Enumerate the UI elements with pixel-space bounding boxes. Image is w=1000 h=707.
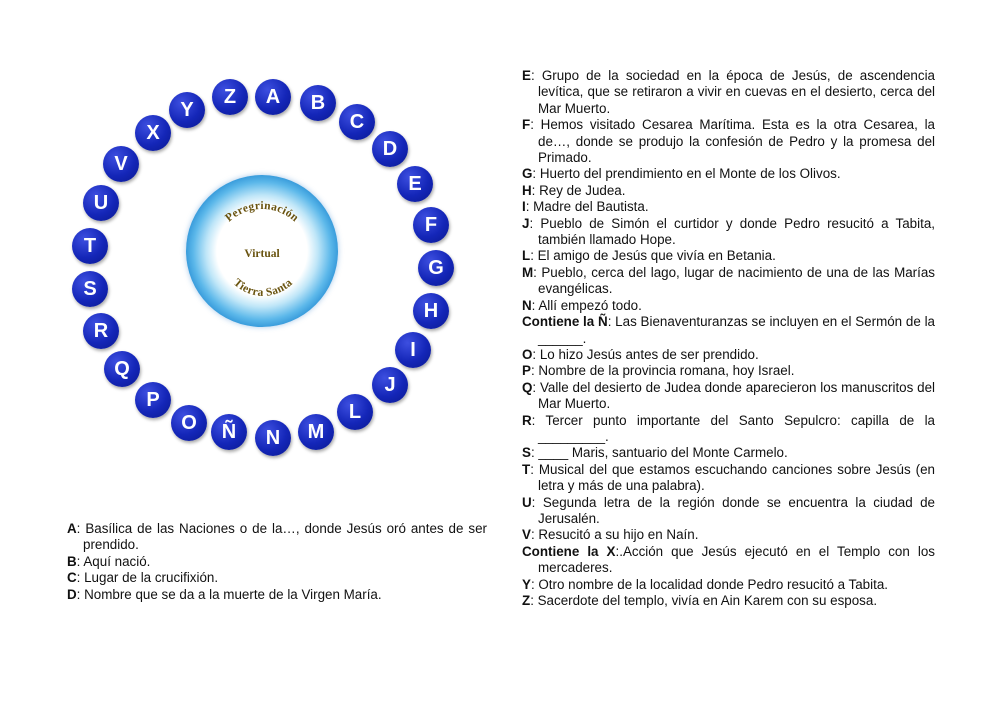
letter-label: Ñ [221, 421, 237, 443]
clue-text: : Pueblo de Simón el curtidor y donde Pedro resucitó a Tabita, también llamado Hope. [529, 215, 935, 248]
clue-text: : Hemos visitado Cesarea Marítima. Esta es la otra Cesarea, la de…, donde se produjo la confesión de Pedro y la promesa del Primado. [530, 117, 935, 166]
clue-item [522, 166, 935, 182]
clue-item [522, 445, 935, 461]
clue-item [522, 413, 935, 446]
logo-emblem [186, 175, 338, 327]
clue-key: P [522, 363, 531, 379]
clue-key: S [522, 445, 531, 461]
letter-bubble-g [418, 250, 454, 286]
letter-label: P [146, 389, 160, 411]
letter-label: J [384, 374, 396, 396]
clue-key: I [522, 199, 526, 215]
clues-left-column [67, 521, 487, 603]
clue-item [522, 577, 935, 593]
letter-label: S [83, 278, 97, 300]
letter-bubble-x [135, 115, 171, 151]
clue-text: : Aquí nació. [76, 553, 151, 569]
clue-key: G [522, 166, 533, 182]
letter-label: V [114, 153, 128, 175]
clue-text: : Madre del Bautista. [525, 199, 649, 215]
clue-key: O [522, 346, 533, 362]
clue-item [522, 265, 935, 298]
clue-item [67, 554, 487, 570]
clue-key: A [67, 521, 77, 536]
letter-bubble-a [255, 79, 291, 115]
clue-text: : Nombre que se da a la muerte de la Virgen María. [76, 586, 382, 602]
letter-label: O [181, 412, 197, 434]
clue-item [522, 68, 935, 117]
letter-bubble-u [83, 185, 119, 221]
letter-label: B [310, 92, 326, 114]
letter-label: N [265, 427, 281, 449]
letter-bubble-c [339, 104, 375, 140]
letter-bubble-z [212, 79, 248, 115]
letter-bubble-y [169, 92, 205, 128]
letter-bubble-q [104, 351, 140, 387]
clue-text: : Tercer punto importante del Santo Sepulcro: capilla de la _________. [531, 412, 935, 444]
svg-text:Tierra Santa [231, 277, 295, 299]
letter-label: C [349, 111, 365, 133]
clue-item [67, 521, 487, 554]
clue-key: Contiene la Ñ [522, 314, 608, 330]
letter-bubble-b [300, 85, 336, 121]
clue-text: : Lugar de la crucifixión. [76, 570, 219, 586]
clue-key: L [522, 248, 531, 264]
clue-key: B [67, 553, 77, 569]
letter-label: H [423, 300, 439, 322]
clue-item [522, 462, 935, 495]
letter-label: R [93, 320, 109, 342]
letter-label: M [307, 421, 325, 443]
clue-key: R [522, 412, 532, 428]
clue-key: J [522, 215, 530, 231]
letter-label: L [348, 401, 362, 423]
letter-label: F [424, 214, 438, 236]
clue-key: C [67, 570, 77, 586]
letter-bubble-r [83, 313, 119, 349]
clue-key: Contiene la X [522, 543, 616, 559]
pilgrimage-logo [186, 175, 338, 327]
clue-key: H [522, 182, 532, 198]
svg-text:Peregrinación [223, 200, 301, 225]
letter-bubble-o [171, 405, 207, 441]
letter-bubble-d [372, 131, 408, 167]
clues-right-column [522, 68, 935, 609]
clue-item [522, 298, 935, 314]
clue-item [522, 216, 935, 249]
letter-bubble-t [72, 228, 108, 264]
letter-label: D [382, 138, 398, 160]
clue-item [67, 570, 487, 586]
clue-key: E [522, 68, 531, 83]
letter-label: I [410, 339, 416, 361]
clue-text: : Huerto del prendimiento en el Monte de los Olivos. [532, 166, 841, 182]
clue-text: : Basílica de las Naciones o de la…, donde Jesús oró antes de ser prendido. [76, 521, 487, 553]
clue-key: V [522, 527, 531, 543]
clue-text: : Sacerdote del templo, vivía en Ain Karem con su esposa. [530, 593, 878, 608]
clue-key: D [67, 586, 77, 602]
logo-line-2: Virtual [244, 248, 280, 260]
letter-bubble-h [413, 293, 449, 329]
clue-item [522, 183, 935, 199]
clue-text: : El amigo de Jesús que vivía en Betania. [530, 248, 776, 264]
clue-item [522, 117, 935, 166]
letter-bubble-l [337, 394, 373, 430]
clue-item [522, 380, 935, 413]
clue-text: : Allí empezó todo. [531, 297, 642, 313]
clue-text: : Grupo de la sociedad en la época de Jesús, de ascendencia levítica, que se retiraron a vivir en cuevas en el desierto, cerca del Mar Muerto. [530, 68, 935, 116]
clue-key: M [522, 264, 534, 280]
letter-bubble-j [372, 367, 408, 403]
clue-item [67, 587, 487, 603]
clue-key: N [522, 297, 532, 313]
letter-label: Z [223, 86, 237, 108]
clue-item [522, 199, 935, 215]
clue-key: F [522, 117, 531, 133]
clue-text: :.Acción que Jesús ejecutó en el Templo con los mercaderes. [538, 543, 935, 576]
clue-text: : Valle del desierto de Judea donde aparecieron los manuscritos del Mar Muerto. [532, 379, 935, 412]
letter-label: Y [180, 99, 194, 121]
clue-text: : Resucitó a su hijo en Naín. [530, 527, 699, 543]
letter-label: U [93, 192, 109, 214]
letter-bubble-p [135, 382, 171, 418]
letter-bubble-m [298, 414, 334, 450]
clue-key: U [522, 494, 532, 510]
letter-bubble-e [397, 166, 433, 202]
clue-text: : Rey de Judea. [531, 182, 626, 198]
letter-bubble-v [103, 146, 139, 182]
letter-bubble-ñ [211, 414, 247, 450]
clue-text: : Las Bienaventuranzas se incluyen en el Sermón de la ______. [538, 314, 935, 346]
logo-line-1: Peregrinación [223, 199, 301, 225]
clue-item [522, 347, 935, 363]
clue-text: : Lo hizo Jesús antes de ser prendido. [532, 346, 759, 362]
letter-bubble-f [413, 207, 449, 243]
clue-key: Z [522, 593, 531, 608]
clue-text: : ____ Maris, santuario del Monte Carmelo. [530, 445, 788, 461]
letter-label: Q [114, 358, 130, 380]
letter-bubble-i [395, 332, 431, 368]
clue-text: : Nombre de la provincia romana, hoy Israel. [530, 363, 795, 379]
letter-label: A [265, 86, 281, 108]
clue-item [522, 248, 935, 264]
clue-item [522, 363, 935, 379]
clue-text: : Otro nombre de la localidad donde Pedro resucitó a Tabita. [530, 576, 888, 592]
clue-text: : Pueblo, cerca del lago, lugar de nacimiento de una de las Marías evangélicas. [533, 264, 935, 297]
clue-item [522, 527, 935, 543]
clue-item [522, 544, 935, 577]
letter-label: G [428, 257, 444, 279]
clue-key: T [522, 461, 531, 477]
clue-item [522, 593, 935, 609]
letter-label: T [83, 235, 97, 257]
clue-item [522, 495, 935, 528]
clue-item [522, 314, 935, 347]
clue-key: Q [522, 379, 533, 395]
logo-line-3: Tierra Santa [231, 276, 295, 299]
letter-bubble-s [72, 271, 108, 307]
clue-text: : Musical del que estamos escuchando canciones sobre Jesús (en letra y más de una palabra). [530, 461, 935, 494]
clue-text: : Segunda letra de la región donde se encuentra la ciudad de Jerusalén. [531, 494, 935, 526]
letter-label: X [146, 122, 160, 144]
letter-bubble-n [255, 420, 291, 456]
letter-label: E [408, 173, 422, 195]
clue-key: Y [522, 576, 531, 592]
